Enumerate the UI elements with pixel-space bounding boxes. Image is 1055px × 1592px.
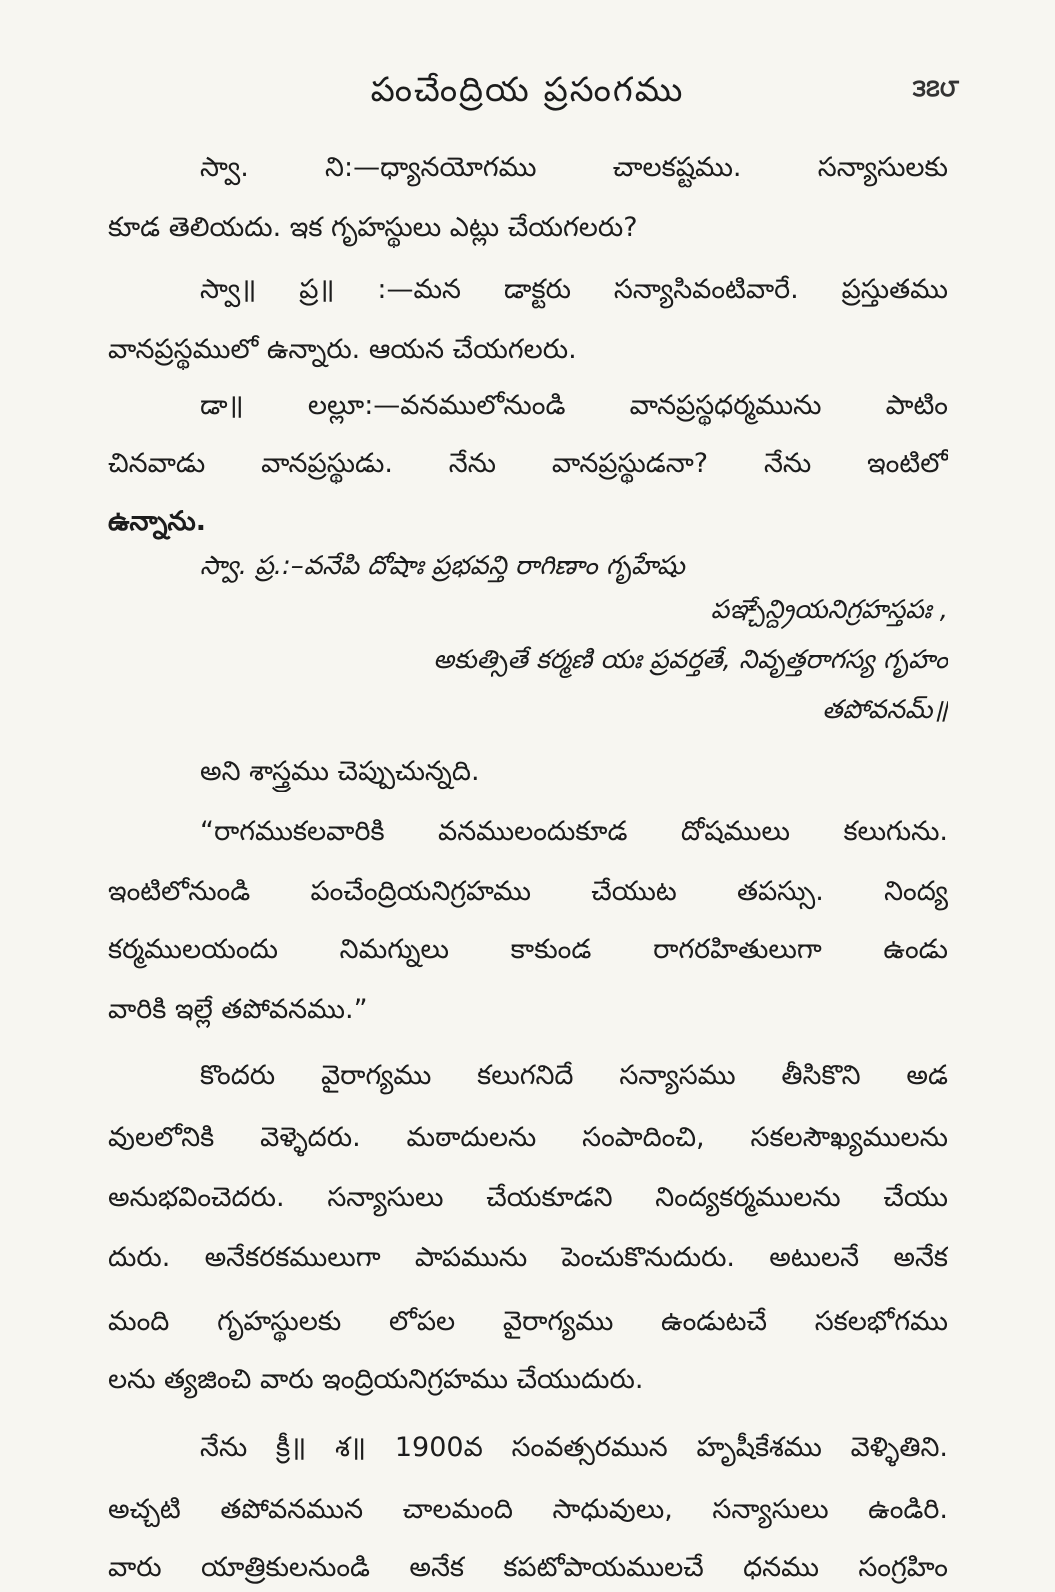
text-line: ఇంటిలోనుండి పంచేంద్రియనిగ్రహము చేయుట తపస్సు. నింద్య [108, 876, 948, 907]
text-line: అకుత్సితే కర్మణి యః ప్రవర్తతే, నివృత్తరాగస్య గృహం [433, 645, 948, 675]
text-line: చినవాడు వానప్రస్థుడు. నేను వానప్రస్థుడనా? నేను ఇంటిలో [108, 448, 948, 479]
text-line: వులలోనికి వెళ్ళెదరు. మఠాదులను సంపాదించి, సకలసౌఖ్యములను [108, 1122, 948, 1153]
text-line: “రాగముకలవారికి వనములందుకూడ దోషములు కలుగును. [200, 816, 948, 847]
running-title: పంచేంద్రియ ప్రసంగము [370, 70, 685, 110]
text-line: అచ్చటి తపోవనమున చాలమంది సాధువులు, సన్యాసులు ఉండిరి. [108, 1494, 948, 1525]
text-line: స్వా॥ ప్ర॥ :—మన డాక్టరు సన్యాసివంటివారే. ప్రస్తుతము [200, 274, 948, 305]
text-line: నేను క్రీ॥ శ॥ 1900వ సంవత్సరమున హృషీకేశము వెళ్ళితిని. [200, 1432, 948, 1463]
running-head [0, 70, 1055, 120]
text-line: వానప్రస్థములో ఉన్నారు. ఆయన చేయగలరు. [108, 334, 577, 365]
page-number: ౩౭౮ [912, 74, 959, 102]
text-line: దురు. అనేకరకములుగా పాపమును పెంచుకొనుదురు. అటులనే అనేక [108, 1242, 948, 1273]
text-line: స్వా. ని:—ధ్యానయోగము చాలకష్టము. సన్యాసులకు [200, 152, 948, 183]
text-line: మంది గృహస్థులకు లోపల వైరాగ్యము ఉండుటచే సకలభోగము [108, 1306, 948, 1337]
text-line: వారు యాత్రికులనుండి అనేక కపటోపాయములచే ధనము సంగ్రహిం [108, 1552, 948, 1583]
text-line: కర్మములయందు నిమగ్నులు కాకుండ రాగరహితులుగా ఉండు [108, 934, 948, 965]
text-line: అని శాస్త్రము చెప్పుచున్నది. [200, 756, 480, 787]
text-line: లను త్యజించి వారు ఇంద్రియనిగ్రహము చేయుదురు. [108, 1364, 644, 1395]
text-line: అనుభవించెదరు. సన్యాసులు చేయకూడని నింద్యకర్మములను చేయు [108, 1182, 948, 1213]
text-line: స్వా. ప్ర.:–వనేపి దోషాః ప్రభవన్తి రాగిణాం గృహేషు [200, 551, 685, 581]
text-line: కొందరు వైరాగ్యము కలుగనిదే సన్యాసము తీసికొని అడ [200, 1060, 948, 1091]
text-line: డా॥ లల్లూ:—వనములోనుండి వానప్రస్థధర్మమును పాటిం [200, 390, 948, 421]
text-line: తపోవనమ్॥ [822, 695, 948, 725]
text-line: పఞ్చేన్ద్రియనిగ్రహస్తపః , [710, 595, 948, 625]
text-line: వారికి ఇల్లే తపోవనము.” [108, 994, 368, 1025]
text-line: కూడ తెలియదు. ఇక గృహస్థులు ఎట్లు చేయగలరు? [108, 212, 638, 243]
text-line: ఉన్నాను. [108, 506, 207, 537]
